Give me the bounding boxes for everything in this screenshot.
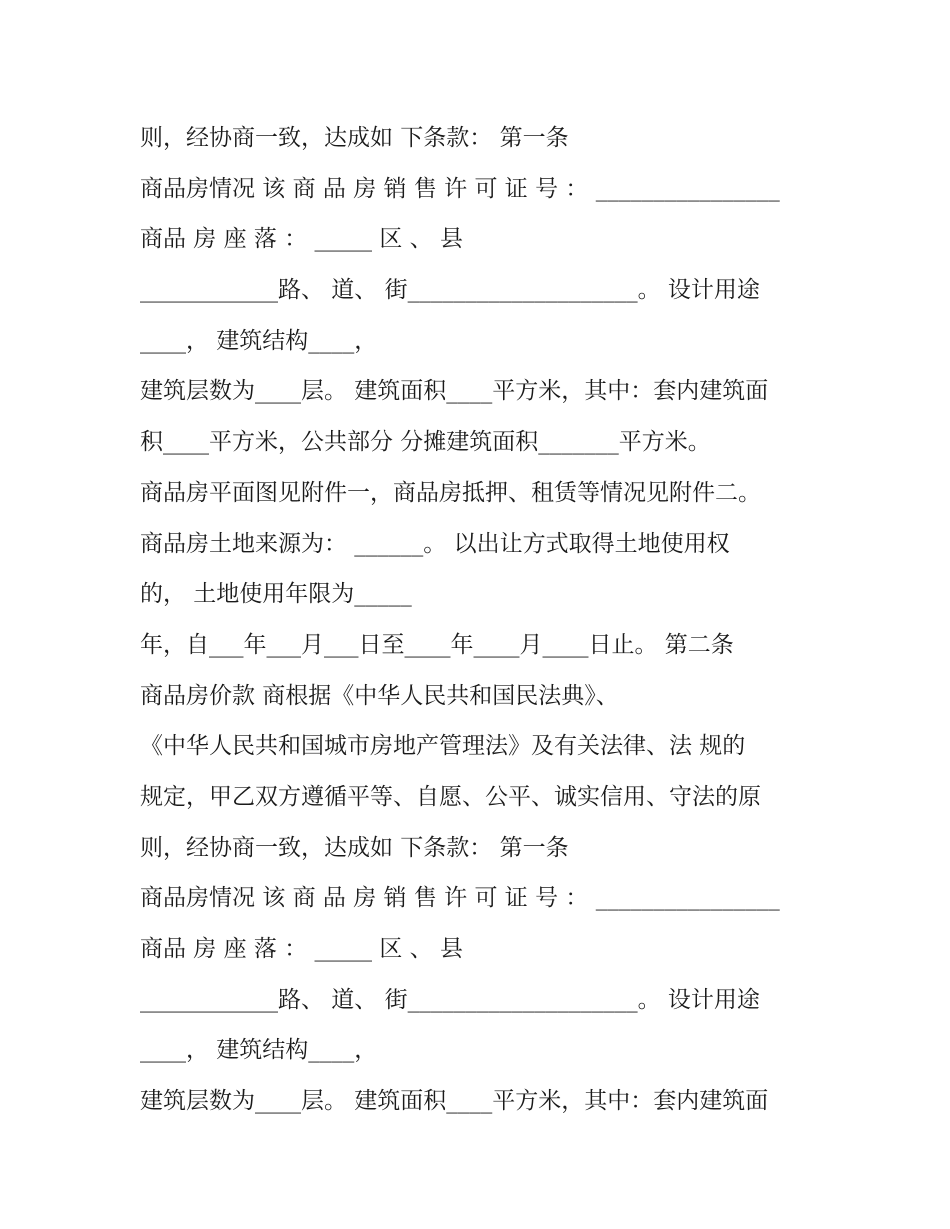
text-line: 的， 土地使用年限为_____ xyxy=(140,581,412,608)
text-line: ____________路、 道、 街____________________。 设计用途 xyxy=(140,986,760,1013)
text-line: 则，经协商一致，达成如 下条款： 第一条 xyxy=(140,834,569,861)
text-line: 商品房情况 该 商 品 房 销 售 许 可 证 号 ： ________________ xyxy=(140,175,780,202)
text-line: ____， 建筑结构____， xyxy=(140,327,378,354)
text-line: 积____平方米，公共部分 分摊建筑面积_______平方米。 xyxy=(140,429,711,456)
text-line: 规定，甲乙双方遵循平等、自愿、公平、诚实信用、守法的原 xyxy=(140,783,761,810)
text-line: 商品房情况 该 商 品 房 销 售 许 可 证 号 ： ________________ xyxy=(140,885,780,912)
text-line: 商品房价款 商根据《中华人民共和国民法典》、 xyxy=(140,682,619,709)
text-line: 年，自___年___月___日至____年____月____日止。 第二条 xyxy=(140,631,734,658)
text-line: 商品 房 座 落 ： _____ 区 、 县 xyxy=(140,936,463,962)
text-line: ____________路、 道、 街____________________。 设计用途 xyxy=(140,277,760,304)
text-line: 则，经协商一致，达成如 下条款： 第一条 xyxy=(140,125,569,151)
text-line: 建筑层数为____层。 建筑面积____平方米，其中：套内建筑面 xyxy=(140,378,769,405)
text-line: 建筑层数为____层。 建筑面积____平方米，其中：套内建筑面 xyxy=(140,1088,769,1115)
text-line: 《中华人民共和国城市房地产管理法》及有关法律、法 规的 xyxy=(140,733,746,760)
text-line: ____， 建筑结构____， xyxy=(140,1037,378,1064)
text-line: 商品房土地来源为： ______。 以出让方式取得土地使用权 xyxy=(140,530,730,557)
text-line: 商品 房 座 落 ： _____ 区 、 县 xyxy=(140,226,463,253)
contract-text xyxy=(140,113,820,1127)
text-line: 商品房平面图见附件一，商品房抵押、租赁等情况见附件二。 xyxy=(140,479,761,506)
